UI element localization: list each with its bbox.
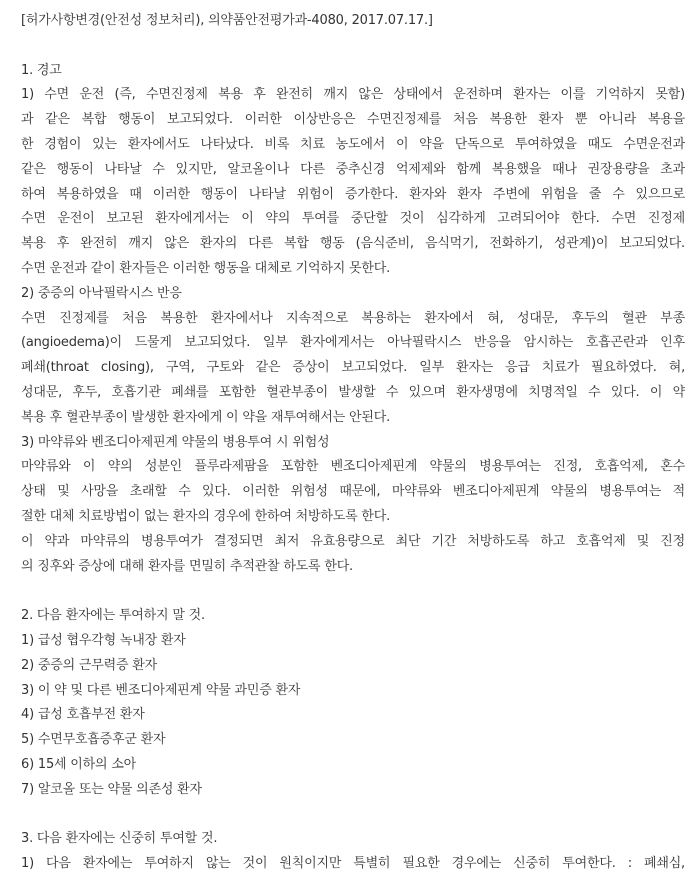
section-1-line: 성대문, 후두, 호흡기관 폐쇄를 포함한 혈관부종이 발생할 수 있으며 환자생명에 치명적일 수 있다. 이 약 bbox=[21, 384, 685, 400]
section-1-line: 과 같은 복합 행동이 보고되었다. 이러한 이상반응은 수면진정제를 처음 복용한 환자 뿐 아니라 복용을 bbox=[21, 112, 685, 128]
spacer bbox=[21, 34, 685, 59]
spacer bbox=[21, 803, 685, 828]
subsection-title: 2) 중증의 아낙필락시스 반응 bbox=[21, 285, 182, 301]
document-body bbox=[21, 9, 685, 877]
section-1-line: 절한 대체 치료방법이 없는 환자의 경우에 한하여 처방하도록 한다. bbox=[21, 508, 391, 524]
section-1-title: 1. 경고 bbox=[21, 62, 62, 78]
list-item: 4) 급성 호흡부전 환자 bbox=[21, 707, 145, 723]
list-item: 2) 중증의 근무력증 환자 bbox=[21, 657, 157, 673]
section-1-line: 폐쇄(throat closing), 구역, 구토와 같은 증상이 보고되었다. 일부 환자는 응급 치료가 필요하였다. 혀, bbox=[21, 360, 685, 376]
section-3-title: 3. 다음 환자에는 신중히 투여할 것. bbox=[21, 831, 218, 847]
section-1-line: 같은 행동이 나타날 수 있지만, 알코올이나 다른 중추신경 억제제와 함께 복용했을 때나 권장용량을 초과 bbox=[21, 161, 685, 177]
section-1-line: 수면 운전과 같이 환자들은 이러한 행동을 대체로 기억하지 못한다. bbox=[21, 260, 391, 276]
section-1-line: 이 약과 마약류의 병용투여가 결정되면 최저 유효용량으로 최단 기간 처방하도록 하고 호흡억제 및 진정 bbox=[21, 533, 685, 549]
list-item: 5) 수면무호흡증후군 환자 bbox=[21, 732, 166, 748]
document-header: [허가사항변경(안전성 정보처리), 의약품안전평가과-4080, 2017.07.17.] bbox=[21, 13, 433, 28]
spacer bbox=[21, 579, 685, 604]
section-1-line: 1) 수면 운전 (즉, 수면진정제 복용 후 완전히 깨지 않은 상태에서 운전하며 환자는 이를 기억하지 못함) bbox=[21, 87, 685, 103]
section-1-line: 하여 복용하였을 때 이러한 행동이 나타날 위험이 증가한다. 환자와 환자 주변에 위험을 줄 수 있으므로 bbox=[21, 186, 685, 202]
section-1-line: (angioedema)이 드물게 보고되었다. 일부 환자에게서는 아낙필락시스 반응을 암시하는 호흡곤란과 인후 bbox=[21, 335, 685, 351]
list-item: 1) 급성 협우각형 녹내장 환자 bbox=[21, 632, 186, 648]
subsection-title: 3) 마약류와 벤조디아제핀계 약물의 병용투여 시 위험성 bbox=[21, 434, 330, 450]
section-1-line: 수면 진정제를 처음 복용한 환자에서나 지속적으로 복용하는 환자에서 혀, 성대문, 후두의 혈관 부종 bbox=[21, 310, 685, 326]
section-2-title: 2. 다음 환자에는 투여하지 말 것. bbox=[21, 608, 205, 624]
section-1-line: 한 경험이 있는 환자에서도 나타났다. 비록 치료 농도에서 이 약을 단독으로 투여하였을 때도 수면운전과 bbox=[21, 136, 685, 152]
section-1-line: 복용 후 혈관부종이 발생한 환자에게 이 약을 재투여해서는 안된다. bbox=[21, 409, 391, 425]
section-1-line: 수면 운전이 보고된 환자에게서는 이 약의 투여를 중단할 것이 심각하게 고려되어야 한다. 수면 진정제 bbox=[21, 211, 685, 227]
section-1-line: 마약류와 이 약의 성분인 플루라제팜을 포함한 벤조디아제핀계 약물의 병용투여는 진정, 호흡억제, 혼수 bbox=[21, 459, 685, 475]
section-1-line: 상태 및 사망을 초래할 수 있다. 이러한 위험성 때문에, 마약류와 벤조디아제핀계 약물의 병용투여는 적 bbox=[21, 484, 685, 500]
list-item: 3) 이 약 및 다른 벤조디아제핀계 약물 과민증 환자 bbox=[21, 682, 301, 698]
list-item: 7) 알코올 또는 약물 의존성 환자 bbox=[21, 781, 202, 797]
list-item: 6) 15세 이하의 소아 bbox=[21, 756, 137, 772]
section-3-line: 1) 다음 환자에는 투여하지 않는 것이 원칙이지만 특별히 필요한 경우에는 신중히 투여한다. : 폐쇄심, bbox=[21, 856, 685, 872]
section-1-line: 복용 후 완전히 깨지 않은 환자의 다른 복합 행동 (음식준비, 음식먹기, 전화하기, 성관계)이 보고되었다. bbox=[21, 236, 685, 252]
section-1-line: 의 징후와 증상에 대해 환자를 면밀히 추적관찰 하도록 한다. bbox=[21, 558, 353, 574]
